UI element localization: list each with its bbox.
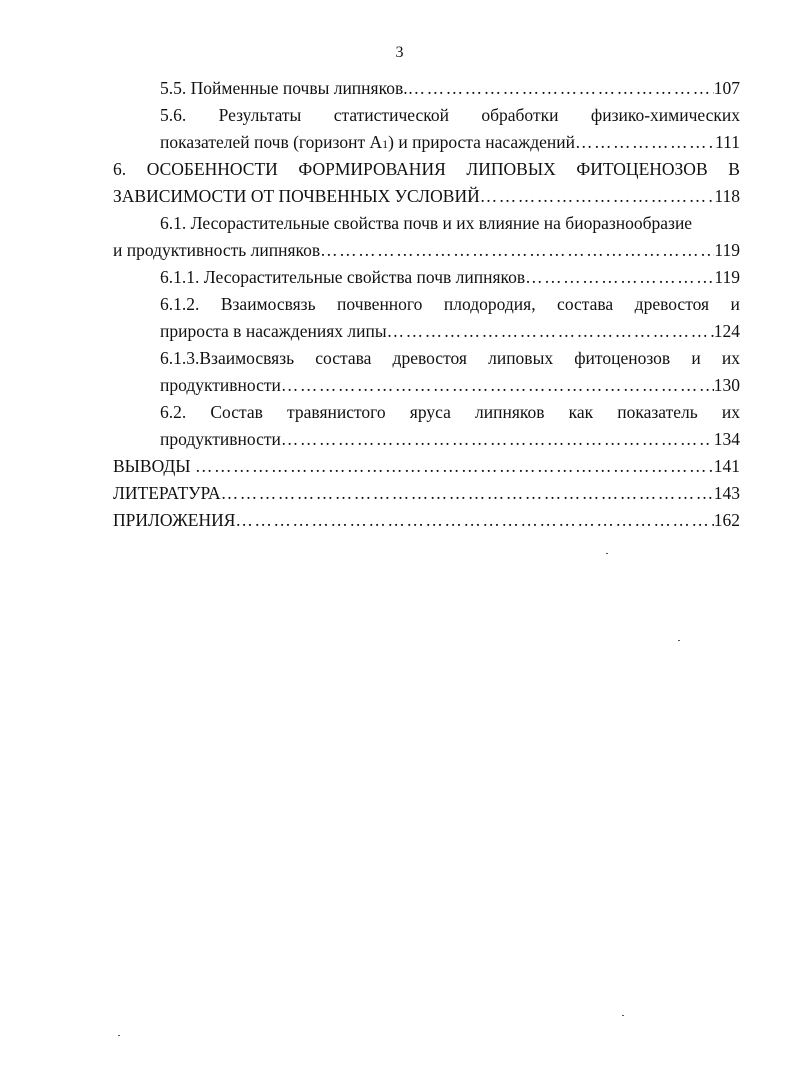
word: плодородия, [443,294,536,314]
toc-entry-page: 134 [709,429,740,449]
word: липняков [474,402,545,422]
scan-speck [622,1015,624,1016]
leader-dots [408,78,714,98]
toc-entry-literatura [113,483,740,503]
word: и [691,348,701,368]
toc-entry-6-1-2-line1 [160,294,740,314]
leader-dots [221,483,714,503]
word: Результаты [218,105,302,125]
leader-dots [387,321,714,341]
toc-entry-title: 6.1.1. Лесорастительные свойства почв липняков [160,267,526,287]
word: 6. [113,159,127,179]
word: почвенного [337,294,423,314]
toc-entry-page: 111 [715,132,740,152]
word: ФИТОЦЕНОЗОВ [576,159,708,179]
word: древостоя [634,294,710,314]
toc-entry-6-2-line1 [160,402,740,422]
toc-entry-title: 5.5. Пойменные почвы липняков. [160,78,408,98]
toc-chapter-6-line2 [113,186,740,206]
word: В [728,159,740,179]
toc-entry-title: ВЫВОДЫ [113,456,195,476]
word: обработки [481,105,559,125]
leader-dots [195,456,714,476]
scan-speck [678,640,680,641]
word: 6.1.2. [160,294,200,314]
toc-entry-page: 124 [713,321,740,341]
toc-entry-6-1-3-line2 [160,375,740,395]
word: травянистого [287,402,386,422]
title-part: показателей почв (горизонт А [160,132,383,152]
toc-entry-6-1-line2 [113,240,740,260]
word: 5.6. [160,105,187,125]
toc-entry-title: продуктивности [160,429,281,449]
toc-entry-page: 143 [713,483,740,503]
toc-entry-5-6-line2 [160,132,740,154]
word: и [730,294,740,314]
word: яруса [409,402,451,422]
word: их [721,348,740,368]
toc-entry-title [160,132,575,154]
toc-entry-page: 118 [714,186,740,206]
word: физико-химических [590,105,740,125]
toc-entry-5-6-line1 [160,105,740,125]
toc-entry-title: ПРИЛОЖЕНИЯ [113,510,236,530]
word: Состав [210,402,263,422]
toc-entry-6-1-line1: 6.1. Лесорастительные свойства почв и их влияние на биоразнообразие [160,213,693,233]
toc-entry-title: прироста в насаждениях липы [160,321,387,341]
toc-entry-page: 162 [713,510,740,530]
word: ОСОБЕННОСТИ [146,159,278,179]
toc-entry-title: и продуктивность липняков [113,240,321,260]
toc-chapter-6-line1 [113,159,740,179]
toc-entry-prilozheniya [113,510,740,530]
toc-entry-page: 141 [713,456,740,476]
toc-entry-6-1-1 [160,267,740,287]
leader-dots [281,429,709,449]
word: статистической [333,105,449,125]
toc-entry-5-5 [160,78,740,98]
leader-dots [525,267,714,287]
scan-speck [606,553,608,554]
toc-entry-vyvody [113,456,740,476]
leader-dots [480,186,715,206]
word: 6.2. [160,402,187,422]
word: состава [557,294,614,314]
leader-dots [575,132,715,152]
toc-entry-page: 119 [714,267,740,287]
word: 6.1.3.Взаимосвязь [160,348,295,368]
toc-entry-title: ЛИТЕРАТУРА [113,483,221,503]
word: ЛИПОВЫХ [466,159,556,179]
subscript: 1 [382,137,389,151]
word: состава [315,348,372,368]
word: фитоценозов [574,348,671,368]
word: древостоя [392,348,467,368]
leader-dots [320,240,714,260]
toc-entry-page: 107 [713,78,740,98]
word: ФОРМИРОВАНИЯ [298,159,446,179]
scan-speck [118,1035,120,1036]
leader-dots [235,510,713,530]
word: показатель [617,402,698,422]
toc-entry-page: 119 [714,240,740,260]
word: как [568,402,594,422]
toc-entry-6-2-line2 [160,429,740,449]
word: их [721,402,740,422]
leader-dots [281,375,714,395]
page-number: 3 [395,44,404,61]
toc-entry-page: 130 [713,375,740,395]
toc-entry-title: ЗАВИСИМОСТИ ОТ ПОЧВЕННЫХ УСЛОВИЙ [113,186,480,206]
toc-entry-6-1-2-line2 [160,321,740,341]
title-part: ) и прироста насаждений [388,132,576,152]
toc-entry-6-1-3-line1 [160,348,740,368]
word: Взаимосвязь [220,294,316,314]
toc-entry-title: продуктивности [160,375,281,395]
word: липовых [488,348,554,368]
